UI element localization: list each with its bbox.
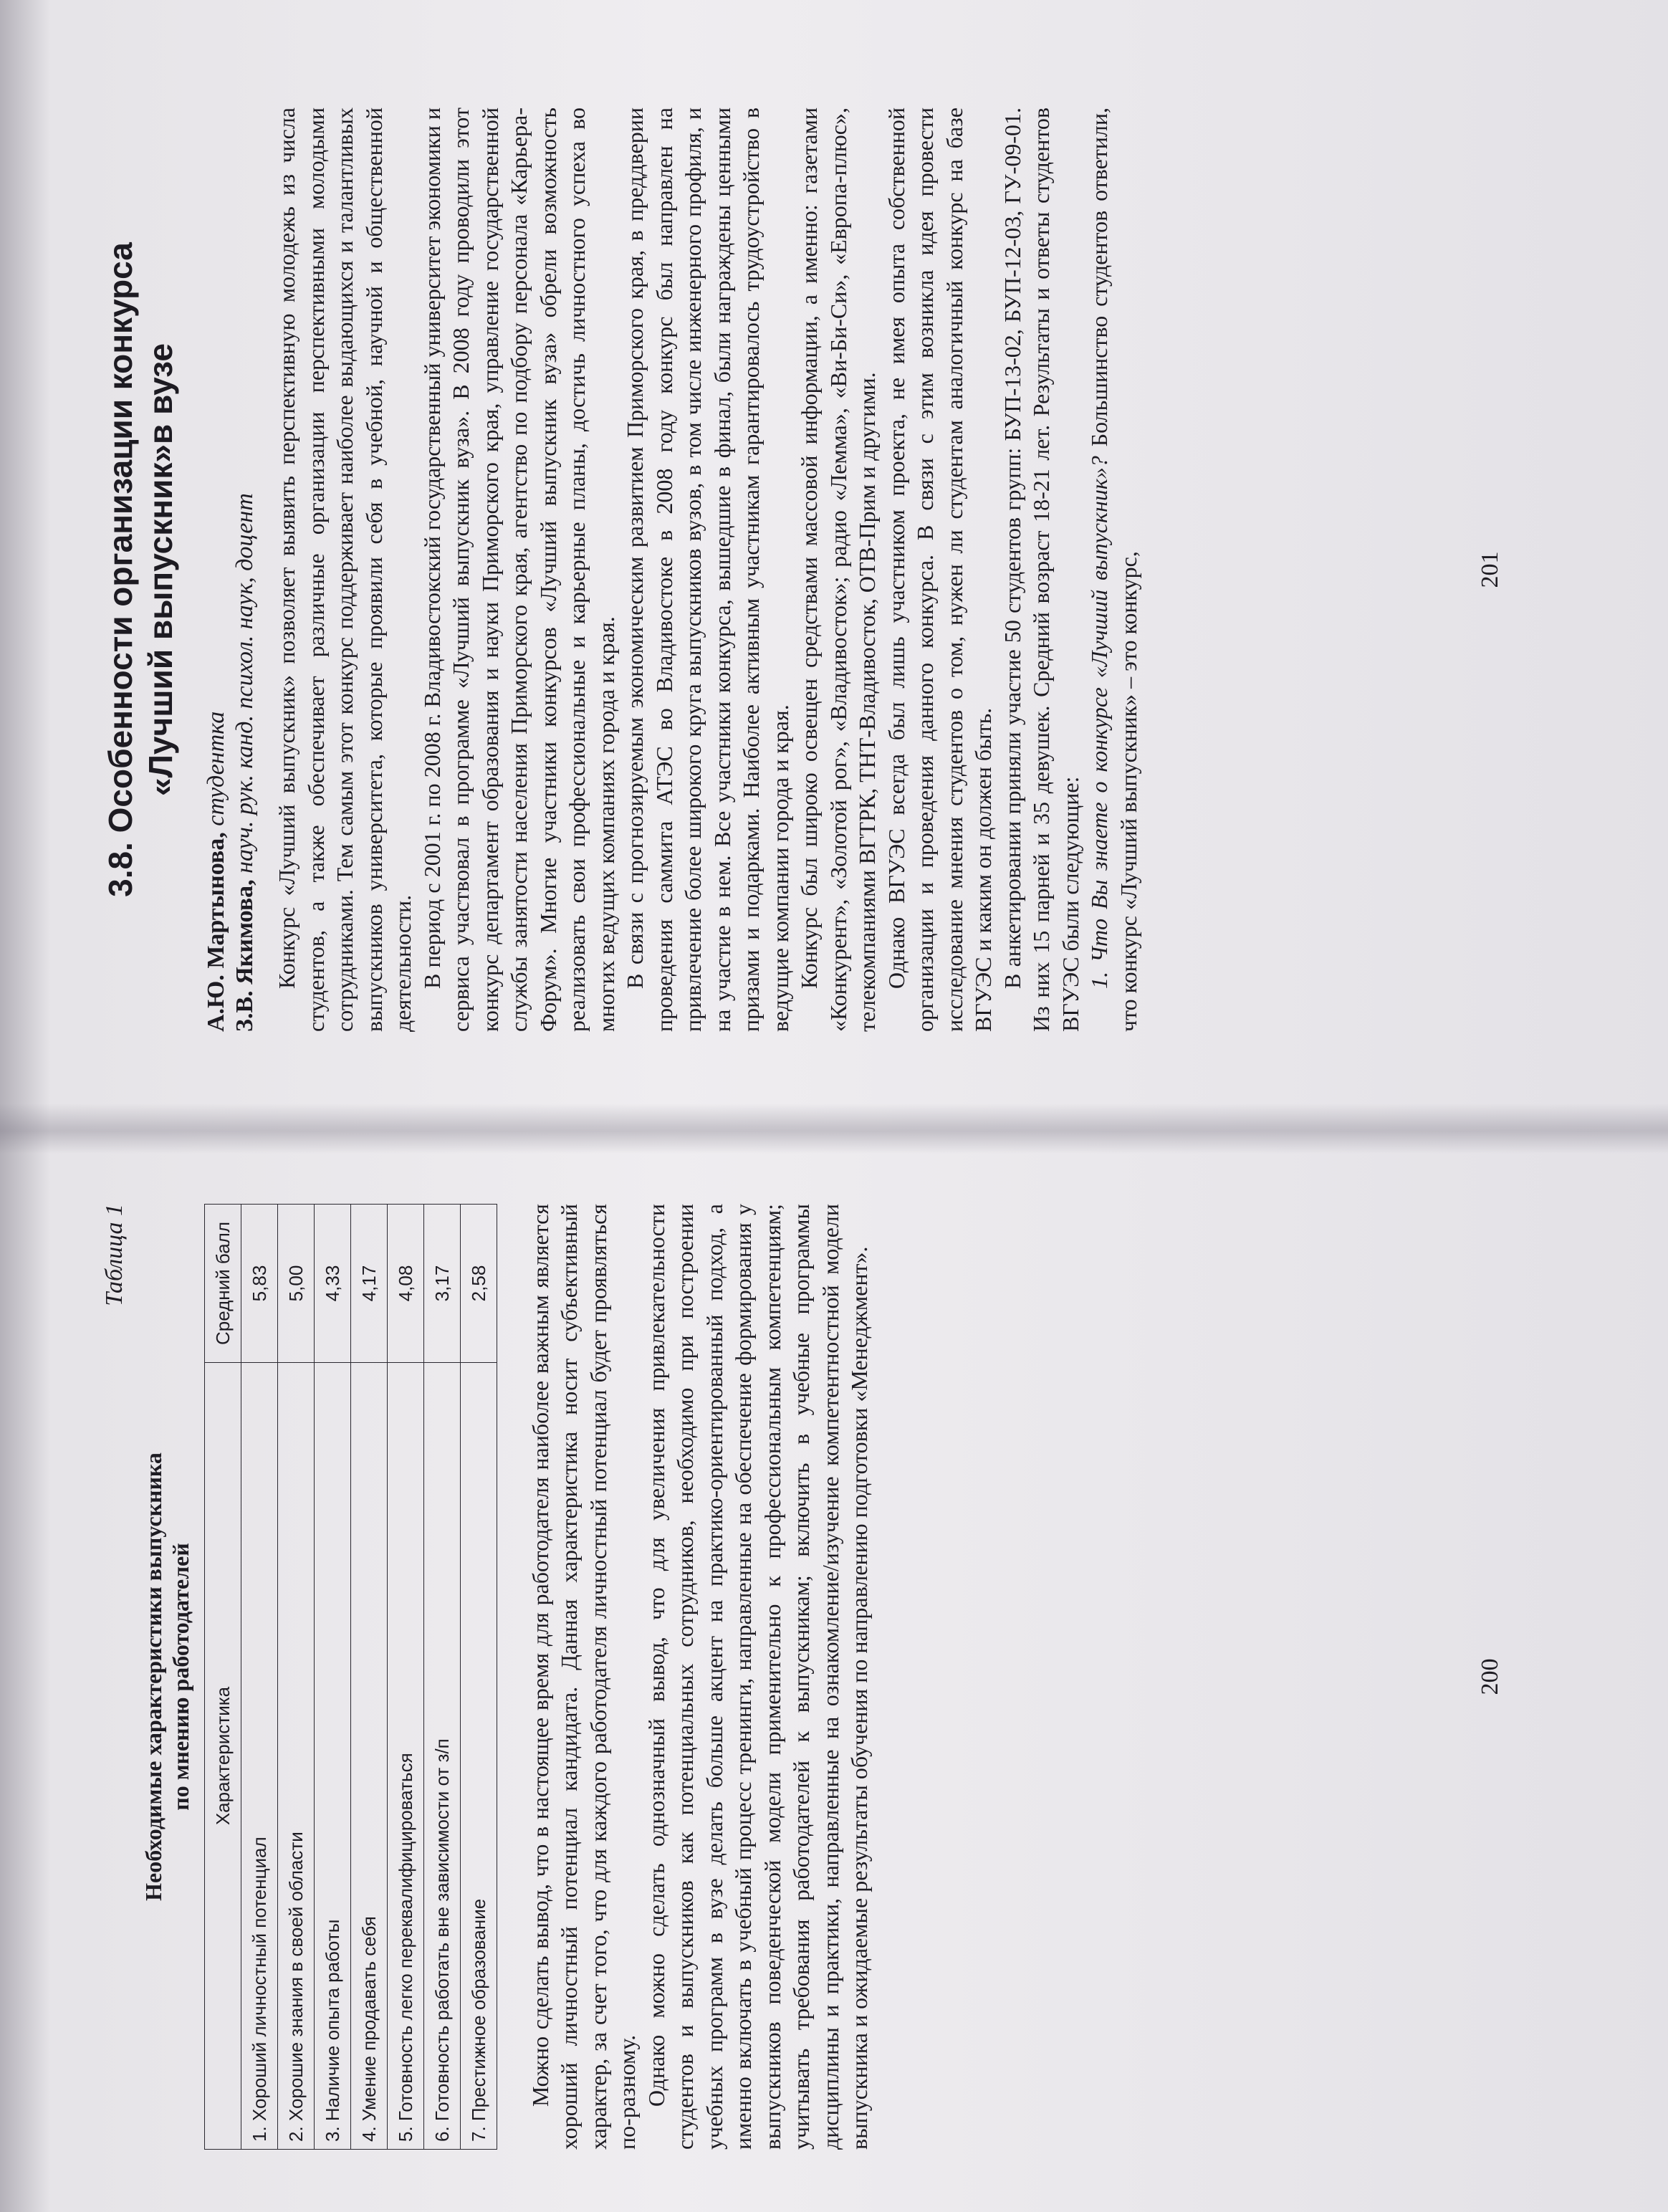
table-row — [387, 1205, 423, 2150]
section-title-line1: 3.8. Особенности организации конкурса — [102, 242, 139, 897]
body-paragraph: Конкурс «Лучший выпускник» позволяет выявить перспективную молодежь из числа студентов, а также обеспечивает различные организации перспективными молодыми сотрудниками. Тем самым этот конкурс поддерживает наиболее выдающихся и талантливых выпускников университета, которые проявили себя в учебной, научной и общественной деятельности. — [274, 107, 416, 1032]
table-title — [140, 1204, 194, 2150]
page-number: 200 — [1476, 1658, 1503, 1695]
survey-question-paragraph — [1085, 107, 1143, 1032]
table-row — [460, 1205, 497, 2150]
body-paragraph: Однако ВГУЭС всегда был лишь участником проекта, не имея опыта собственной организации и проведения данного конкурса. В связи с этим возникла идея провести исследование мнения студентов о том, нужен ли студентам аналогичный конкурс на базе ВГУЭС и каким он должен быть. — [883, 107, 996, 1032]
body-paragraph: В период с 2001 г. по 2008 г. Владивостокский государственный университет экономики и сервиса участвовал в программе «Лучший выпускник вуза». В 2008 году проводили этот конкурс департамент образования и науки Приморского края, управление государственной службы занятости населения Приморского края, агентство по подбору персонала «Карьера-Форум». Многие участники конкурсов «Лучший выпускник вуза» обрели возможность реализовать свои профессиональные и карьерные планы, достичь личностного успеха во многих ведущих компаниях города и края. — [418, 107, 619, 1032]
table-cell: 3. Наличие опыта работы — [314, 1363, 350, 2150]
survey-answer: Большинство студентов ответили, что конкурс «Лучший выпускник» – это конкурс, — [1086, 107, 1141, 1032]
body-paragraph: Однако можно сделать однозначный вывод, что для увеличения привлекательности студентов и выпускников как потенциальных сотрудников, необходимо при построении учебных программ в вузе делать больше акцент на практико-ориентированный подход, а именно включать в учебный процесс тренинги, направленные на обеспечение формирования у выпускников поведенческой модели применительно к профессиональным компетенциям; учитывать требования работодателей к выпускникам; включить в учебные программы дисциплины и практики, направленные на ознакомление/изучение компетентностной модели выпускника и ожидаемые результаты обучения по направлению подготовки «Менеджмент». — [643, 1204, 872, 2150]
table-cell: 7. Престижное образование — [460, 1363, 497, 2150]
section-title-line2: «Лучший выпускник»в вузе — [142, 343, 179, 796]
author-2-name: З.В. Якимова, — [231, 879, 258, 1032]
table-cell-score: 5,00 — [277, 1205, 314, 1363]
table-header-row — [204, 1205, 241, 2150]
table-cell: 1. Хороший личностный потенциал — [241, 1363, 277, 2150]
authors-block — [202, 107, 259, 1032]
table-cell-score: 4,08 — [387, 1205, 423, 1363]
section-title — [100, 107, 181, 1032]
body-paragraph: Конкурс был широко освещен средствами массовой информации, а именно: газетами «Конкурент», «Золотой рог», «Владивосток»; радио «Лемма», «Ви-Би-Си», «Европа-плюс», телекомпаниями ВГТРК, ТНТ-Владивосток, ОТВ-Прим и другими. — [796, 107, 880, 1032]
page-number: 201 — [1476, 551, 1503, 588]
table-title-line1: Необходимые характеристики выпускника — [140, 1452, 166, 1901]
author-1 — [202, 107, 231, 1032]
body-paragraph: В связи с прогнозируемым экономическим развитием Приморского края, в преддверии проведения саммита АТЭС во Владивостоке в 2008 году конкурс был направлен на привлечение более широкого круга выпускников вузов, в том числе инженерного профиля, и на участие в нем. Все участники конкурса, вышедшие в финал, были награждены ценными призами и подарками. Наиболее активным участникам гарантировалось трудоустройство в ведущие компании города и края. — [622, 107, 793, 1032]
page-201 — [100, 107, 1505, 1032]
table-row — [277, 1205, 314, 2150]
column-header-score: Средний балл — [204, 1205, 241, 1363]
author-2 — [231, 107, 259, 1032]
survey-question: 1. Что Вы знаете о конкурсе «Лучший выпускник»? — [1086, 456, 1112, 989]
page-200 — [100, 1204, 1505, 2150]
table-cell: 6. Готовность работать вне зависимости от з/п — [423, 1363, 460, 2150]
table-title-line2: по мнению работодателей — [167, 1543, 193, 1811]
body-paragraph: Можно сделать вывод, что в настоящее время для работодателя наиболее важным является хороший личностный потенциал кандидата. Данная характеристика носит субъективный характер, за счет того, что для каждого работодателя личностный потенциал будет проявляться по-разному. — [527, 1204, 640, 2150]
employer-criteria-table — [204, 1204, 497, 2150]
table-cell-score: 4,17 — [350, 1205, 387, 1363]
table-cell-score: 2,58 — [460, 1205, 497, 1363]
author-1-name: А.Ю. Мартынова, — [203, 832, 229, 1032]
table-row — [423, 1205, 460, 2150]
author-1-role: студентка — [203, 711, 229, 826]
body-paragraph: В анкетировании приняли участие 50 студентов групп: БУП-13-02, БУП-12-03, ГУ-09-01. Из них 15 парней и 35 девушек. Средний возраст 18-21 лет. Результаты и ответы студентов ВГУЭС были следующие: — [999, 107, 1083, 1032]
author-2-role: науч. рук. канд. психол. наук, доцент — [231, 493, 258, 873]
table-cell: 2. Хорошие знания в своей области — [277, 1363, 314, 2150]
table-row — [241, 1205, 277, 2150]
table-row — [314, 1205, 350, 2150]
table-cell-score: 4,33 — [314, 1205, 350, 1363]
table-label: Таблица 1 — [101, 1204, 128, 1306]
table-cell-score: 5,83 — [241, 1205, 277, 1363]
table-cell: 4. Умение продавать себя — [350, 1363, 387, 2150]
table-cell-score: 3,17 — [423, 1205, 460, 1363]
book-gutter — [0, 1103, 1668, 1154]
table-row — [350, 1205, 387, 2150]
table-cell: 5. Готовность легко переквалифицироваться — [387, 1363, 423, 2150]
column-header-characteristic: Характеристика — [204, 1363, 241, 2150]
